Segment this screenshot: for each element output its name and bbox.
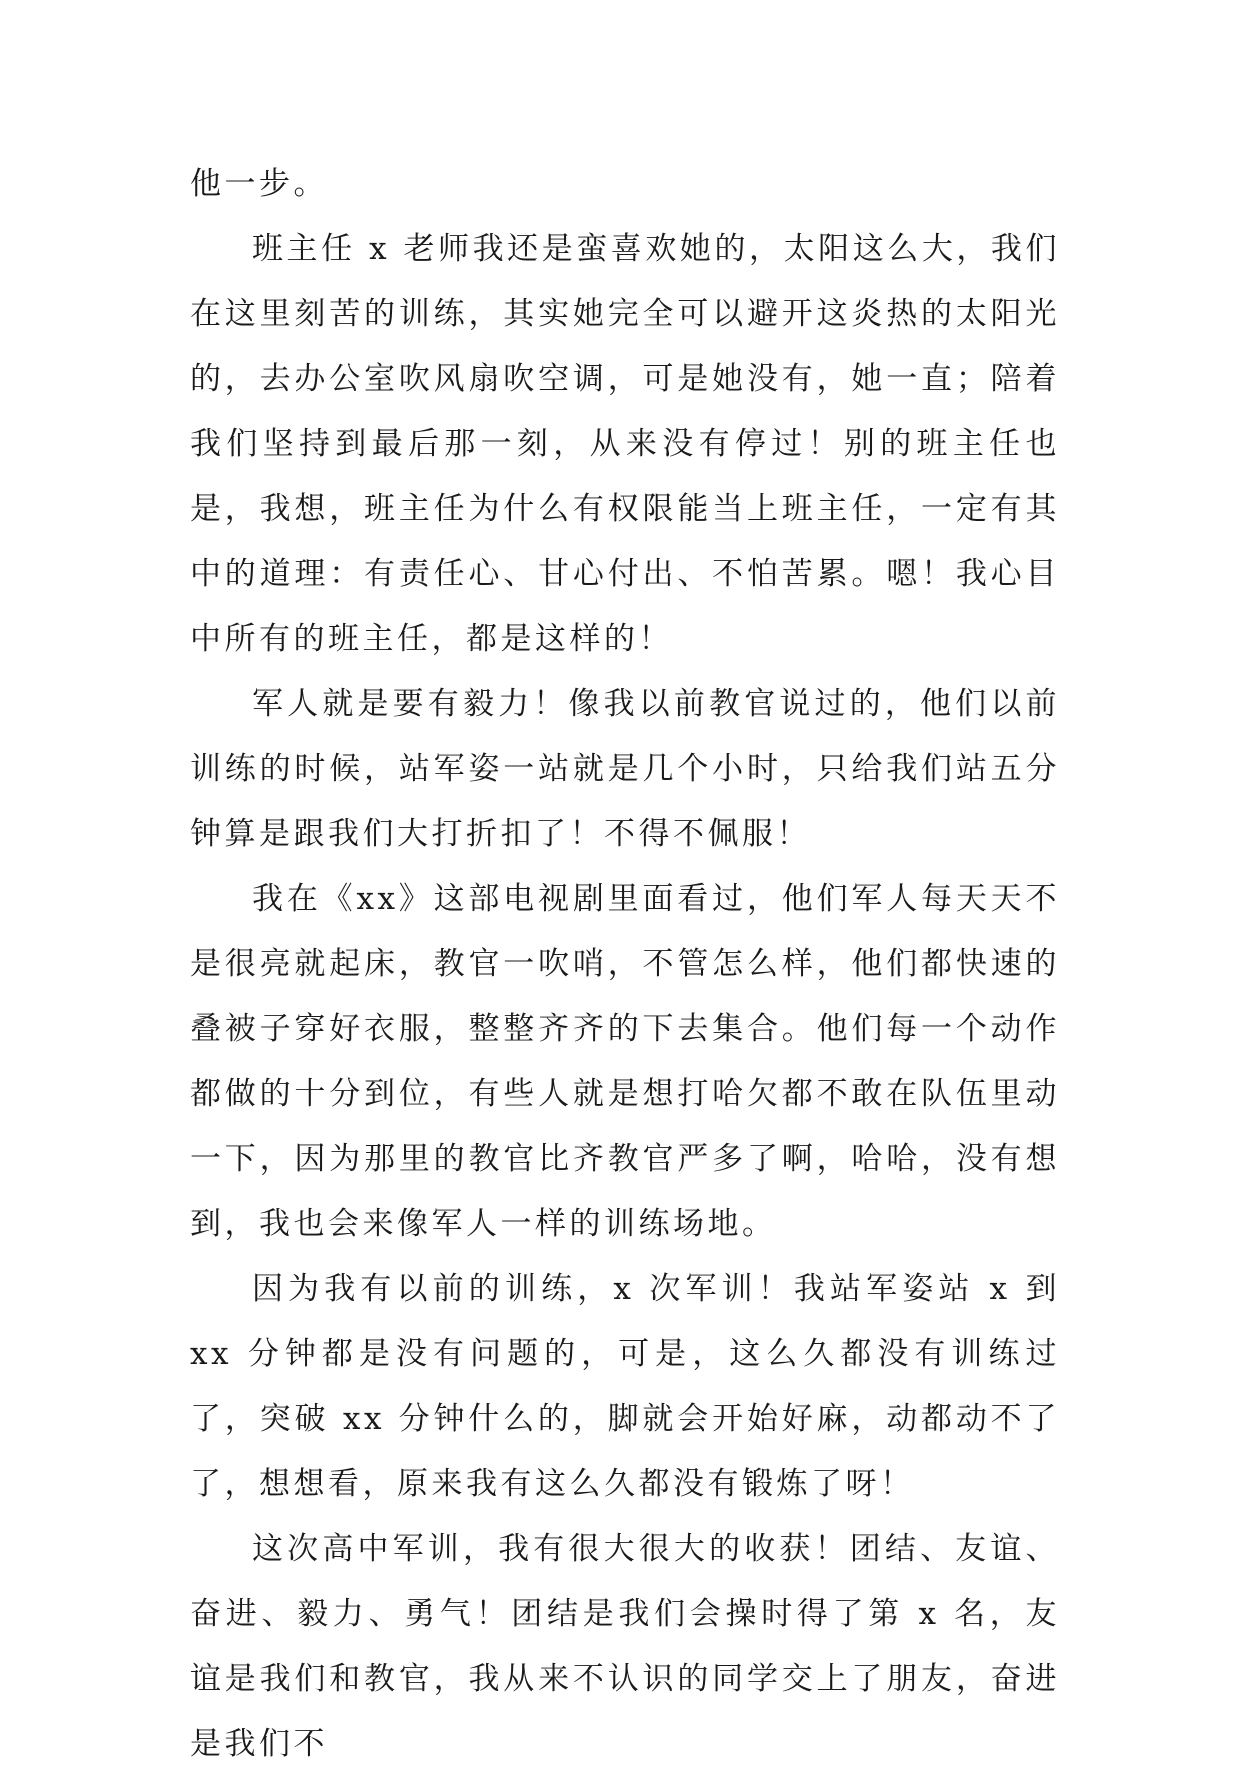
paragraph-1: 他一步。 — [190, 166, 328, 202]
paragraph-6: 这次高中军训，我有很大很大的收获！团结、友谊、奋进、毅力、勇气！团结是我们会操时得了第 x 名，友谊是我们和教官，我从来不认识的同学交上了朋友，奋进是我们不 — [190, 1531, 1060, 1762]
paragraph-4: 我在《xx》这部电视剧里面看过，他们军人每天天不是很亮就起床，教官一吹哨，不管怎么样，他们都快速的叠被子穿好衣服，整整齐齐的下去集合。他们每一个动作都做的十分到位，有些人就是想打哈欠都不敢在队伍里动一下，因为那里的教官比齐教官严多了啊，哈哈，没有想到，我也会来像军人一样的训练场地。 — [190, 881, 1060, 1242]
paragraph-2: 班主任 x 老师我还是蛮喜欢她的，太阳这么大，我们在这里刻苦的训练，其实她完全可以避开这炎热的太阳光的，去办公室吹风扇吹空调，可是她没有，她一直；陪着我们坚持到最后那一刻，从来没有停过！别的班主任也是，我想，班主任为什么有权限能当上班主任，一定有其中的道理：有责任心、甘心付出、不怕苦累。嗯！我心目中所有的班主任，都是这样的！ — [190, 231, 1060, 657]
document-body — [190, 152, 1060, 1777]
paragraph-3: 军人就是要有毅力！像我以前教官说过的，他们以前训练的时候，站军姿一站就是几个小时，只给我们站五分钟算是跟我们大打折扣了！不得不佩服！ — [190, 686, 1060, 852]
paragraph-5: 因为我有以前的训练，x 次军训！我站军姿站 x 到 xx 分钟都是没有问题的，可是，这么久都没有训练过了，突破 xx 分钟什么的，脚就会开始好麻，动都动不了了，想想看，原来我有这么久都没有锻炼了呀！ — [190, 1271, 1060, 1502]
